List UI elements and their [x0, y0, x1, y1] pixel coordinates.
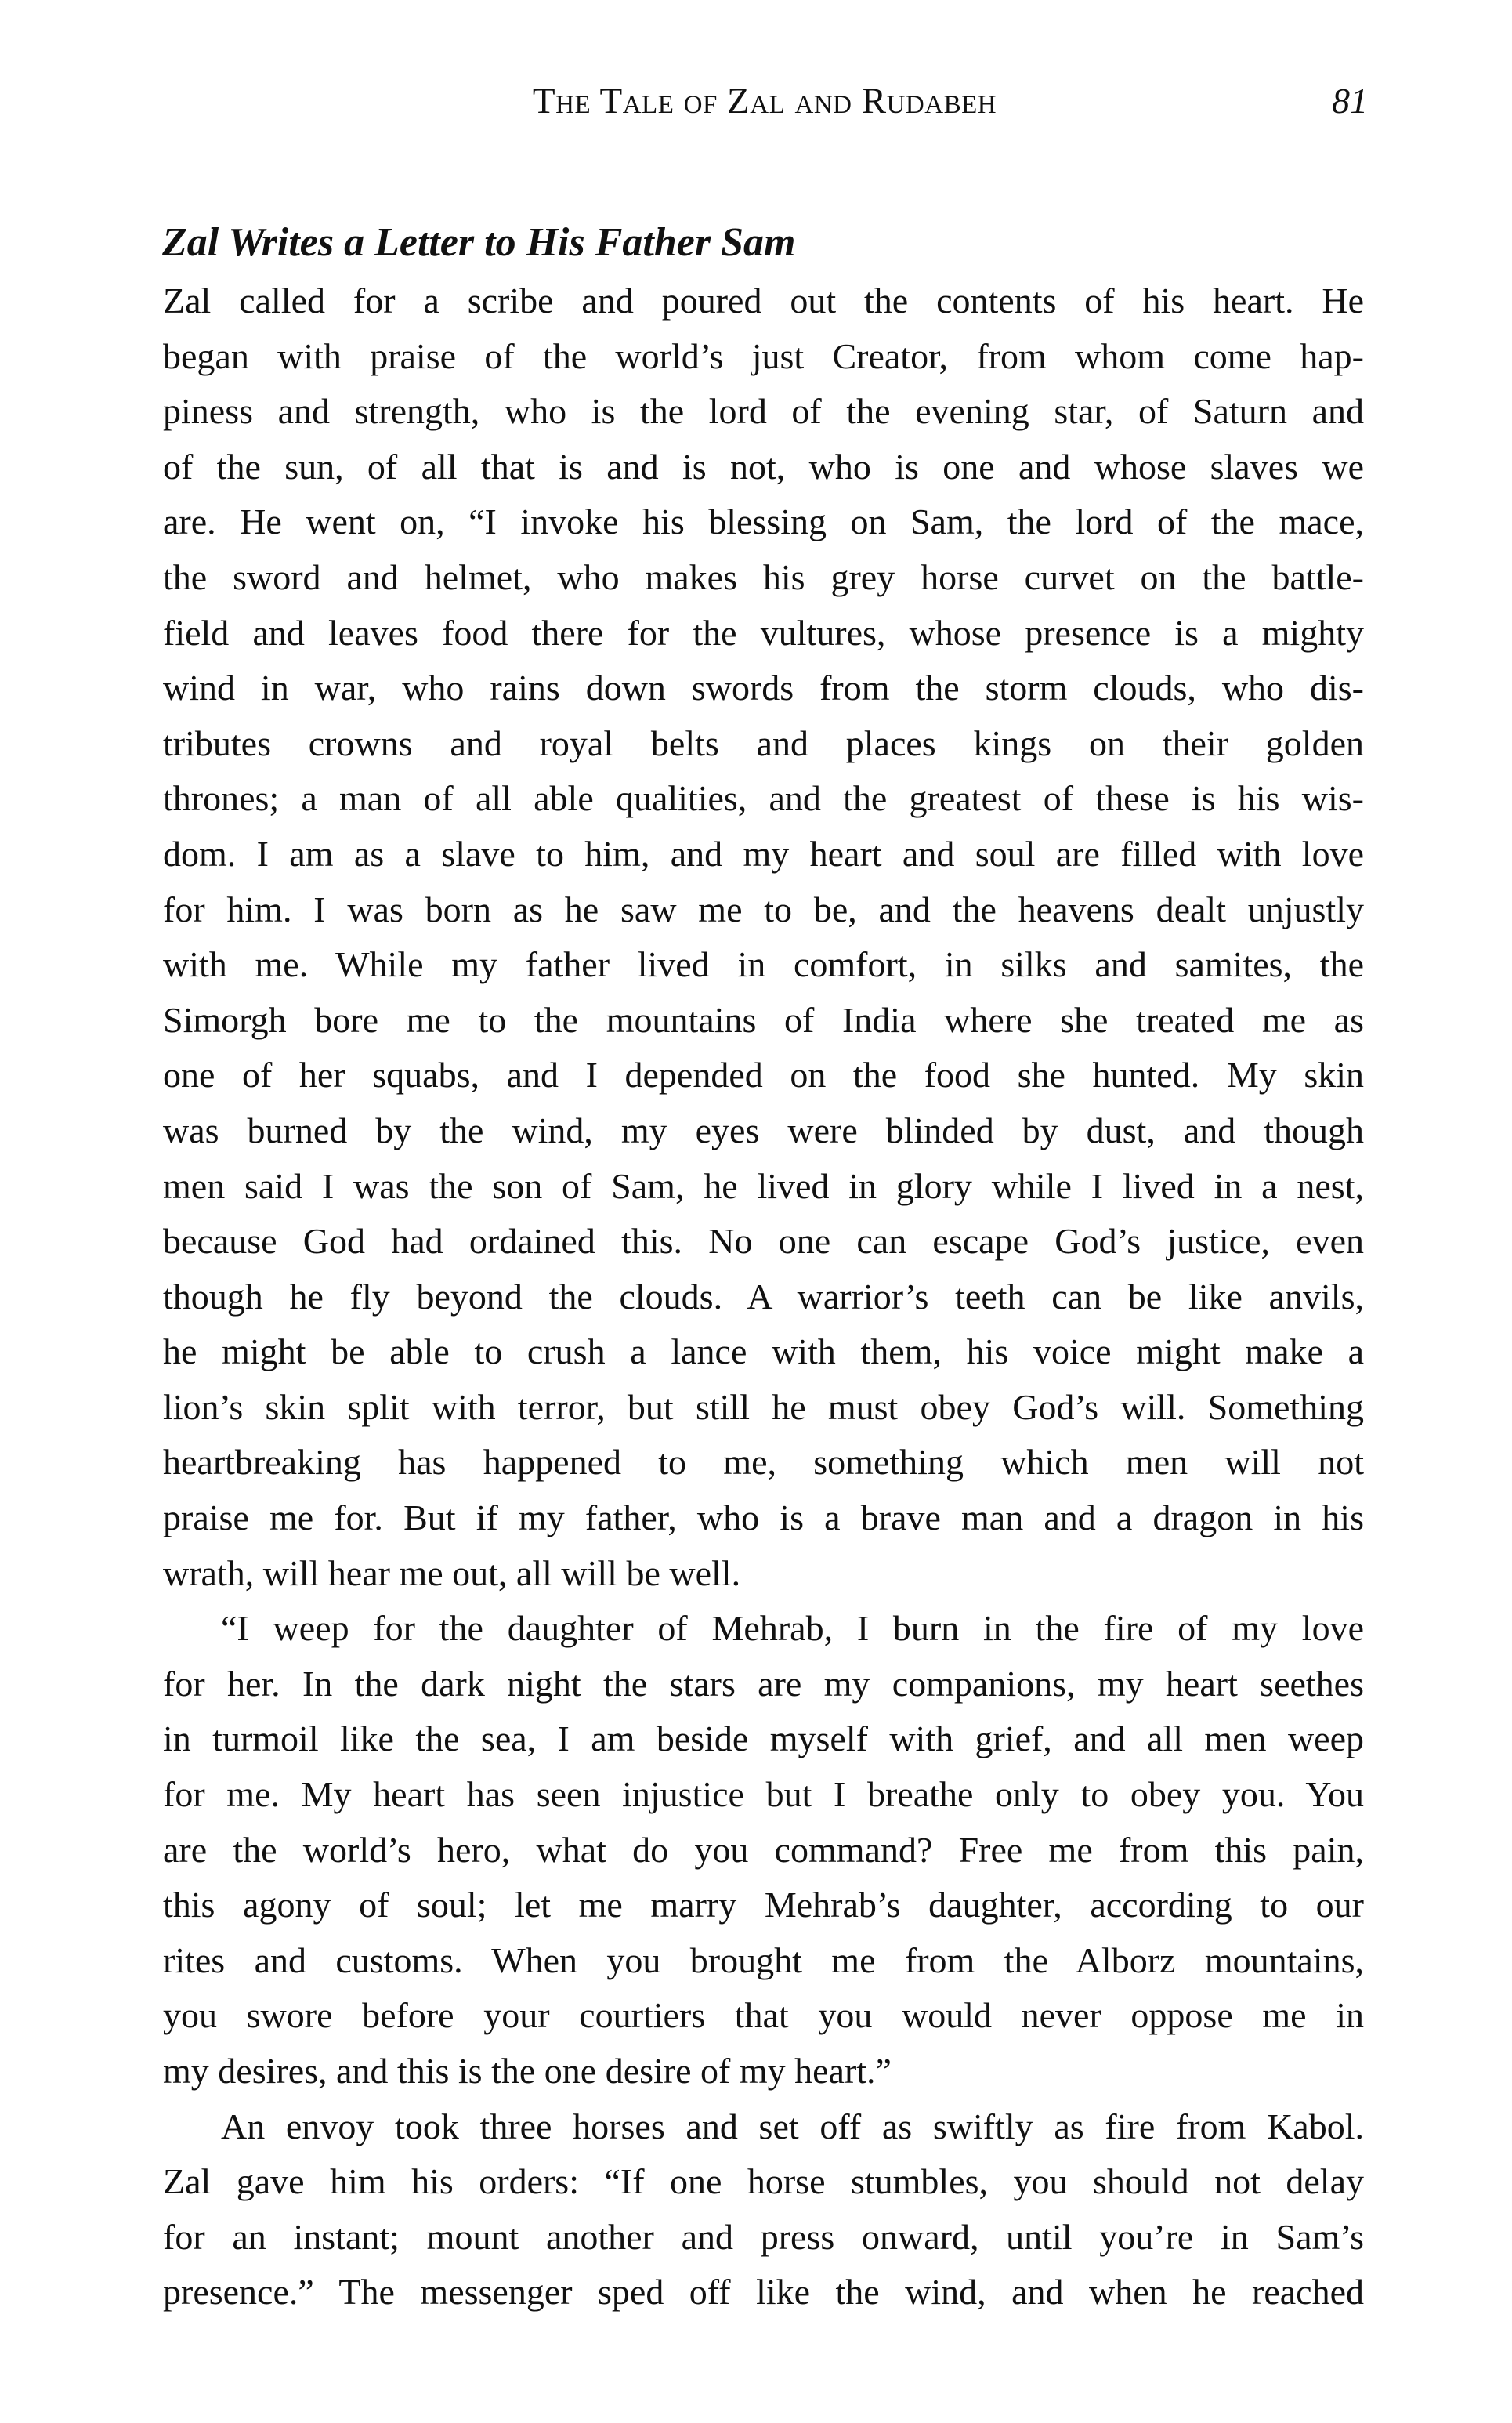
page-number: 81 [1332, 81, 1368, 121]
text-line: he might be able to crush a lance with them, his voice might make a [163, 1331, 1364, 1372]
text-line: my desires, and this is the one desire of my heart.” [163, 2051, 892, 2091]
paragraph [163, 2099, 1364, 2320]
text-line: with me. While my father lived in comfort, in silks and samites, the [163, 944, 1364, 985]
text-line: for an instant; mount another and press onward, until you’re in Sam’s [163, 2216, 1364, 2257]
running-head-title: The Tale of Zal and Rudabeh [532, 81, 997, 121]
text-line: praise me for. But if my father, who is a brave man and a dragon in his [163, 1498, 1364, 1538]
paragraph [163, 273, 1364, 1601]
text-line: for him. I was born as he saw me to be, and the heavens dealt unjustly [163, 889, 1364, 929]
text-line: this agony of soul; let me marry Mehrab’s daughter, according to our [163, 1885, 1364, 1925]
text-line: are. He went on, “I invoke his blessing on Sam, the lord of the mace, [163, 502, 1364, 542]
text-line: “I weep for the daughter of Mehrab, I burn in the fire of my love [221, 1608, 1364, 1649]
text-line: for me. My heart has seen injustice but I breathe only to obey you. You [163, 1774, 1364, 1815]
text-line: field and leaves food there for the vultures, whose presence is a mighty [163, 612, 1364, 653]
text-line: men said I was the son of Sam, he lived in glory while I lived in a nest, [163, 1165, 1364, 1206]
text-line: of the sun, of all that is and is not, who is one and whose slaves we [163, 446, 1364, 487]
text-line: Zal called for a scribe and poured out the contents of his heart. He [163, 281, 1364, 321]
section-heading: Zal Writes a Letter to His Father Sam [162, 220, 796, 265]
text-line: in turmoil like the sea, I am beside myself with grief, and all men weep [163, 1719, 1364, 1759]
text-line: Zal gave him his orders: “If one horse stumbles, you should not delay [163, 2161, 1364, 2202]
text-line: for her. In the dark night the stars are my companions, my heart seethes [163, 1663, 1364, 1704]
text-line: one of her squabs, and I depended on the food she hunted. My skin [163, 1055, 1364, 1096]
text-line: though he fly beyond the clouds. A warrior’s teeth can be like anvils, [163, 1276, 1364, 1317]
text-line: heartbreaking has happened to me, something which men will not [163, 1442, 1364, 1483]
body-text [163, 273, 1364, 2320]
text-line: tributes crowns and royal belts and places kings on their golden [163, 723, 1364, 763]
text-line: An envoy took three horses and set off as swiftly as fire from Kabol. [221, 2106, 1364, 2146]
text-line: piness and strength, who is the lord of the evening star, of Saturn and [163, 391, 1364, 432]
text-line: the sword and helmet, who makes his grey horse curvet on the battle- [163, 556, 1364, 597]
text-line: wrath, will hear me out, all will be well. [163, 1552, 741, 1593]
text-line: you swore before your courtiers that you would never oppose me in [163, 1995, 1364, 2036]
text-line: was burned by the wind, my eyes were blinded by dust, and though [163, 1110, 1364, 1150]
text-line: are the world’s hero, what do you command? Free me from this pain, [163, 1829, 1364, 1870]
text-line: dom. I am as a slave to him, and my heart and soul are filled with love [163, 833, 1364, 874]
text-line: wind in war, who rains down swords from the storm clouds, who dis- [163, 668, 1364, 708]
text-line: Simorgh bore me to the mountains of India where she treated me as [163, 999, 1364, 1040]
text-line: thrones; a man of all able qualities, and the greatest of these is his wis- [163, 778, 1364, 819]
text-line: because God had ordained this. No one can escape God’s justice, even [163, 1221, 1364, 1262]
text-line: began with praise of the world’s just Creator, from whom come hap- [163, 335, 1364, 376]
text-line: lion’s skin split with terror, but still he must obey God’s will. Something [163, 1386, 1364, 1427]
paragraph [163, 1601, 1364, 2099]
text-line: rites and customs. When you brought me from the Alborz mountains, [163, 1939, 1364, 1980]
text-line: presence.” The messenger sped off like the wind, and when he reached [163, 2272, 1364, 2313]
